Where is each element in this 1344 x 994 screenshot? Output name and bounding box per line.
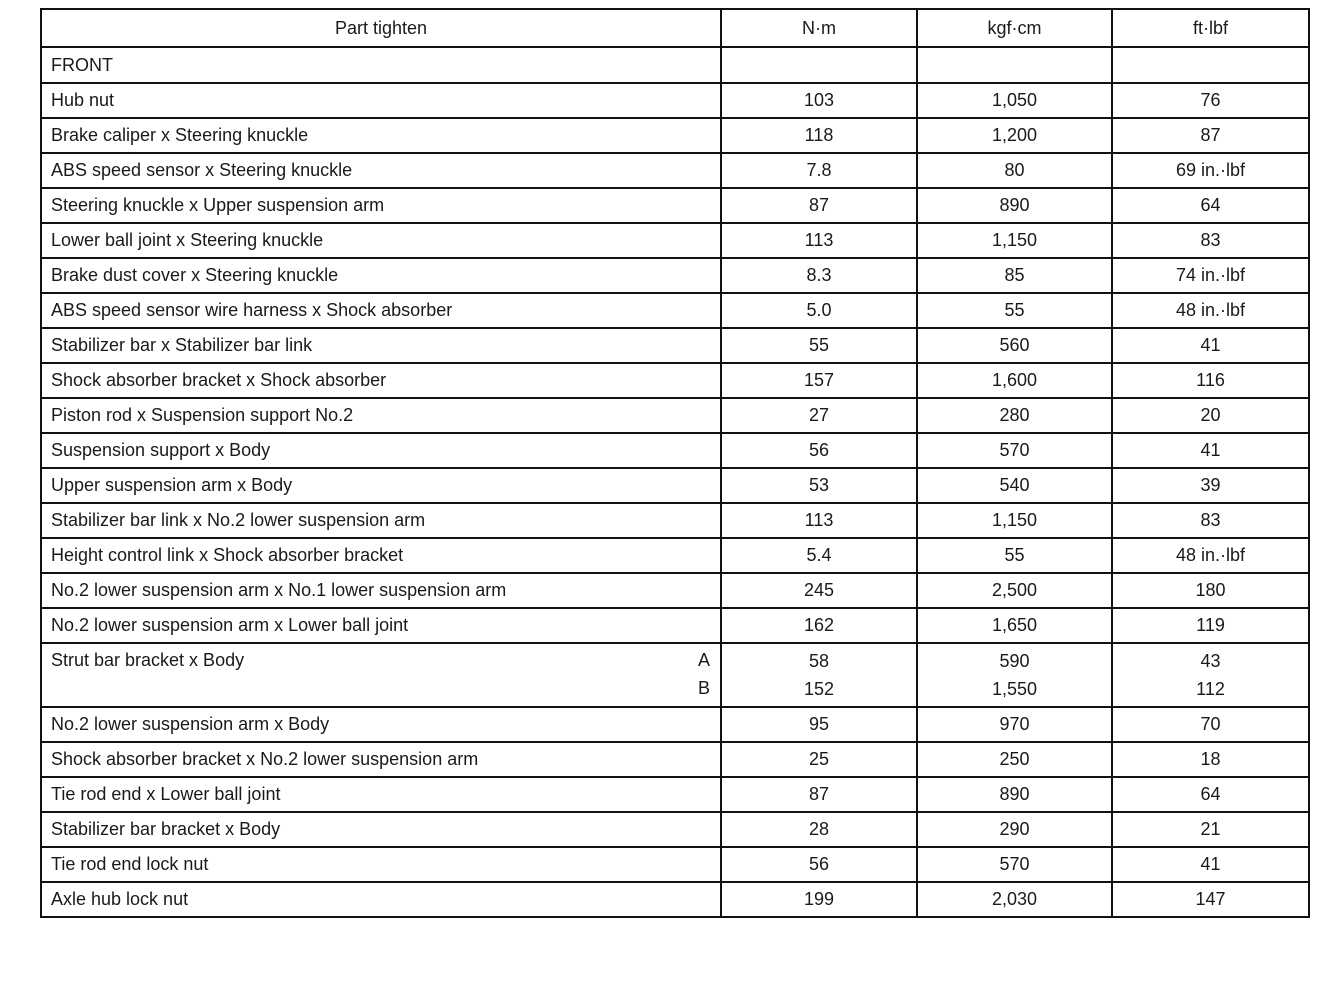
nm-cell: 27 — [721, 398, 917, 433]
part-cell: Tie rod end lock nut — [41, 847, 721, 882]
part-cell: ABS speed sensor x Steering knuckle — [41, 153, 721, 188]
part-cell: Lower ball joint x Steering knuckle — [41, 223, 721, 258]
table-row — [41, 83, 1309, 118]
part-cell: Piston rod x Suspension support No.2 — [41, 398, 721, 433]
table-row — [41, 742, 1309, 777]
table-row — [41, 223, 1309, 258]
nm-cell: 113 — [721, 503, 917, 538]
empty-cell — [917, 47, 1112, 83]
section-label: FRONT — [41, 47, 721, 83]
ft-cell: 69 in.·lbf — [1112, 153, 1309, 188]
kgf-cell: 250 — [917, 742, 1112, 777]
kgf-cell-a: 590 — [999, 651, 1030, 671]
nm-cell: 87 — [721, 188, 917, 223]
part-cell: No.2 lower suspension arm x Lower ball joint — [41, 608, 721, 643]
ft-cell: 76 — [1112, 83, 1309, 118]
nm-cell: 5.4 — [721, 538, 917, 573]
ft-cell: 70 — [1112, 707, 1309, 742]
nm-cell: 7.8 — [721, 153, 917, 188]
kgf-cell: 560 — [917, 328, 1112, 363]
kgf-cell: 290 — [917, 812, 1112, 847]
ft-cell: 74 in.·lbf — [1112, 258, 1309, 293]
part-cell: Stabilizer bar link x No.2 lower suspension arm — [41, 503, 721, 538]
nm-cell: 157 — [721, 363, 917, 398]
ft-cell: 64 — [1112, 188, 1309, 223]
ft-cell: 147 — [1112, 882, 1309, 917]
empty-cell — [721, 47, 917, 83]
ft-cell: 48 in.·lbf — [1112, 538, 1309, 573]
part-cell: Height control link x Shock absorber bracket — [41, 538, 721, 573]
ft-cell — [1112, 643, 1309, 707]
nm-cell — [721, 643, 917, 707]
section-row — [41, 47, 1309, 83]
table-row — [41, 882, 1309, 917]
ft-cell: 21 — [1112, 812, 1309, 847]
table-row — [41, 573, 1309, 608]
part-cell: Tie rod end x Lower ball joint — [41, 777, 721, 812]
ft-cell: 180 — [1112, 573, 1309, 608]
torque-spec-table — [40, 8, 1310, 918]
kgf-cell: 2,500 — [917, 573, 1112, 608]
table-row — [41, 433, 1309, 468]
table-row — [41, 847, 1309, 882]
part-cell: Stabilizer bar bracket x Body — [41, 812, 721, 847]
nm-cell: 245 — [721, 573, 917, 608]
ft-cell: 83 — [1112, 503, 1309, 538]
ft-cell: 41 — [1112, 328, 1309, 363]
table-row — [41, 707, 1309, 742]
part-cell: Steering knuckle x Upper suspension arm — [41, 188, 721, 223]
part-cell: Brake caliper x Steering knuckle — [41, 118, 721, 153]
nm-cell: 162 — [721, 608, 917, 643]
kgf-cell: 55 — [917, 293, 1112, 328]
kgf-cell: 1,150 — [917, 503, 1112, 538]
part-cell: Hub nut — [41, 83, 721, 118]
kgf-cell: 1,650 — [917, 608, 1112, 643]
ft-cell-b: 112 — [1196, 679, 1225, 699]
ft-cell: 39 — [1112, 468, 1309, 503]
header-row — [41, 9, 1309, 47]
part-cell: Upper suspension arm x Body — [41, 468, 721, 503]
ft-cell: 20 — [1112, 398, 1309, 433]
table-row-strut — [41, 643, 1309, 707]
nm-cell: 55 — [721, 328, 917, 363]
kgf-cell: 970 — [917, 707, 1112, 742]
nm-cell: 53 — [721, 468, 917, 503]
kgf-cell: 55 — [917, 538, 1112, 573]
nm-cell-b: 152 — [803, 679, 835, 699]
table-row — [41, 608, 1309, 643]
mark-b: B — [697, 678, 710, 698]
table-body — [41, 47, 1309, 917]
kgf-cell: 570 — [917, 433, 1112, 468]
nm-cell: 95 — [721, 707, 917, 742]
table-row — [41, 293, 1309, 328]
kgf-cell: 570 — [917, 847, 1112, 882]
table-row — [41, 538, 1309, 573]
header-part: Part tighten — [41, 9, 721, 47]
kgf-cell: 540 — [917, 468, 1112, 503]
table-row — [41, 328, 1309, 363]
nm-cell: 28 — [721, 812, 917, 847]
part-cell: Suspension support x Body — [41, 433, 721, 468]
table-row — [41, 503, 1309, 538]
kgf-cell: 1,150 — [917, 223, 1112, 258]
table-row — [41, 398, 1309, 433]
kgf-cell-b: 1,550 — [991, 679, 1038, 699]
part-cell: Stabilizer bar x Stabilizer bar link — [41, 328, 721, 363]
nm-cell: 56 — [721, 847, 917, 882]
nm-cell: 113 — [721, 223, 917, 258]
nm-cell: 8.3 — [721, 258, 917, 293]
kgf-cell: 80 — [917, 153, 1112, 188]
part-cell: Brake dust cover x Steering knuckle — [41, 258, 721, 293]
table-row — [41, 468, 1309, 503]
kgf-cell: 890 — [917, 777, 1112, 812]
part-cell: Axle hub lock nut — [41, 882, 721, 917]
ft-cell-a: 43 — [1200, 651, 1221, 671]
mark-a: A — [697, 650, 710, 670]
ft-cell: 18 — [1112, 742, 1309, 777]
table-row — [41, 153, 1309, 188]
ft-cell: 48 in.·lbf — [1112, 293, 1309, 328]
nm-cell: 87 — [721, 777, 917, 812]
table-row — [41, 812, 1309, 847]
ft-cell: 83 — [1112, 223, 1309, 258]
ft-cell: 41 — [1112, 433, 1309, 468]
strut-part-label: Strut bar bracket x Body — [51, 650, 245, 670]
part-cell: No.2 lower suspension arm x Body — [41, 707, 721, 742]
part-cell: Shock absorber bracket x No.2 lower suspension arm — [41, 742, 721, 777]
nm-cell-a: 58 — [808, 651, 830, 671]
part-cell: No.2 lower suspension arm x No.1 lower suspension arm — [41, 573, 721, 608]
ft-cell: 64 — [1112, 777, 1309, 812]
kgf-cell: 85 — [917, 258, 1112, 293]
header-nm: N·m — [721, 9, 917, 47]
kgf-cell: 1,600 — [917, 363, 1112, 398]
ft-cell: 87 — [1112, 118, 1309, 153]
kgf-cell: 2,030 — [917, 882, 1112, 917]
part-cell: Shock absorber bracket x Shock absorber — [41, 363, 721, 398]
kgf-cell — [917, 643, 1112, 707]
nm-cell: 5.0 — [721, 293, 917, 328]
nm-cell: 199 — [721, 882, 917, 917]
ft-cell: 41 — [1112, 847, 1309, 882]
table-row — [41, 777, 1309, 812]
kgf-cell: 1,050 — [917, 83, 1112, 118]
table-row — [41, 258, 1309, 293]
header-kgf: kgf·cm — [917, 9, 1112, 47]
ft-cell: 119 — [1112, 608, 1309, 643]
part-cell — [41, 643, 721, 707]
header-ft: ft·lbf — [1112, 9, 1309, 47]
nm-cell: 25 — [721, 742, 917, 777]
kgf-cell: 890 — [917, 188, 1112, 223]
nm-cell: 103 — [721, 83, 917, 118]
kgf-cell: 1,200 — [917, 118, 1112, 153]
table-row — [41, 188, 1309, 223]
nm-cell: 56 — [721, 433, 917, 468]
empty-cell — [1112, 47, 1309, 83]
nm-cell: 118 — [721, 118, 917, 153]
ft-cell: 116 — [1112, 363, 1309, 398]
table-row — [41, 118, 1309, 153]
part-cell: ABS speed sensor wire harness x Shock absorber — [41, 293, 721, 328]
kgf-cell: 280 — [917, 398, 1112, 433]
table-row — [41, 363, 1309, 398]
